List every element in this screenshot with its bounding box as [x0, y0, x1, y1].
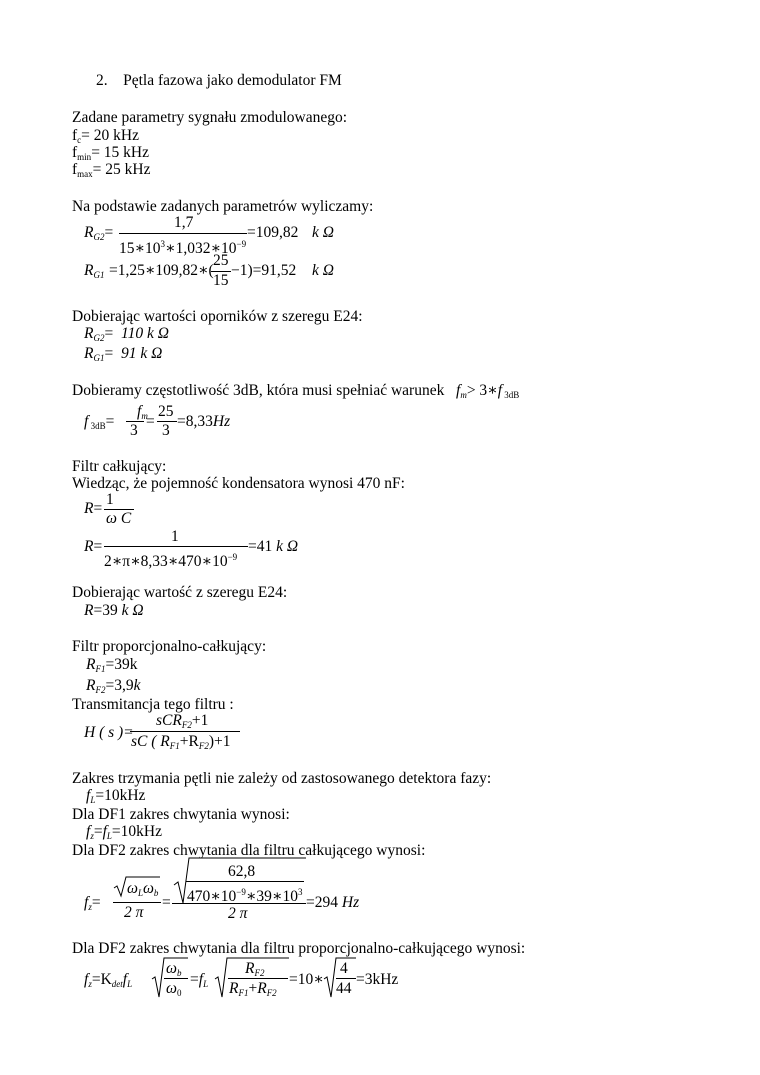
param-fc: fc= 20 kHz	[72, 127, 139, 145]
r-frac-num: 1	[106, 491, 114, 508]
r-final: R=39 k Ω	[84, 602, 144, 619]
r2-fraction-bar	[104, 546, 248, 547]
h-num: sCR$_{F2}$+1	[156, 712, 209, 730]
lock-df1: Dla DF1 zakres chwytania wynosi:	[72, 806, 290, 823]
param-fmin: fmin= 15 kHz	[72, 144, 150, 162]
df2b-4: 4	[340, 960, 348, 977]
df2-sqrt-small-content: $\omega_L\omega_b$	[127, 880, 159, 898]
df2b-result: =3kHz	[356, 971, 399, 988]
r-frac-den: ω C	[106, 510, 132, 527]
e24-intro: Dobierając wartości oporników z szeregu E24:	[72, 308, 363, 325]
df2-fz: $f_z=$	[84, 894, 101, 912]
h-fraction-bar	[130, 731, 240, 732]
integr-pick: Dobierając wartość z szeregu E24:	[72, 584, 288, 601]
integr-intro: Wiedząc, że pojemność kondensatora wynosi 470 nF:	[72, 475, 405, 492]
df2b-omega-0: ω0	[166, 980, 182, 998]
df2b-bar-2	[228, 978, 288, 979]
r2-label: R=	[84, 538, 103, 555]
r2-result: =41 k Ω	[248, 538, 299, 555]
df2-two-pi-2: 2 π	[228, 905, 248, 922]
f3db-frac2-num: 25	[158, 403, 174, 420]
rg2-denominator: $15∗10^3∗1,032∗10^{-9}$	[119, 239, 247, 257]
prop-trans: Transmitancja tego filtru :	[72, 696, 234, 713]
df2-result: =294 Hz	[306, 894, 360, 911]
r2-frac-num: 1	[171, 528, 179, 545]
section-heading: 2. Pętla fazowa jako demodulator FM	[96, 72, 342, 89]
df2b-bar-3	[336, 978, 356, 979]
df2-eq: =	[162, 894, 171, 911]
rg1-frac-num: 25	[213, 252, 229, 269]
e24-rg1: $R_{G1}= 91$ k Ω	[84, 345, 163, 363]
rg2-label: $R_{G2}=$	[84, 224, 114, 242]
e24-rg2: $R_{G2}= 110$ k Ω	[84, 325, 169, 343]
f3db-frac2-den: 3	[162, 422, 170, 439]
rg2-fraction-bar	[119, 233, 247, 234]
df2b-bar-1	[164, 978, 188, 979]
rg2-unit: k Ω	[312, 224, 334, 241]
rf2: $R_{F2}=3,9k$	[86, 677, 141, 695]
rg1-result: −1)=91,52	[231, 262, 297, 279]
df2b-lhs: $f_z=K_{det}f_L$	[84, 971, 133, 989]
lock-df1-eq: $f_z=f_L=10kHz$	[86, 823, 162, 841]
f3db-eq: =	[146, 413, 155, 430]
f3db-frac1-num: $f_m$	[137, 403, 148, 421]
f3db-label: f 3dB=	[84, 413, 115, 431]
h-den: sC ( $R_{F1}+R_{F2})+1$	[131, 733, 231, 751]
r2-frac-den: $2∗\pi∗8,33∗470∗10^{-9}$	[104, 552, 238, 570]
rg1-unit: k Ω	[312, 262, 334, 279]
df2b-rf2: $R_{F2}$	[245, 960, 265, 978]
f3db-result: =8,33Hz	[177, 413, 231, 430]
df2-frac-bar-2	[172, 903, 306, 904]
df2b-rf1-rf2: $R_{F1}+R_{F2}$	[229, 980, 277, 998]
calc-intro: Na podstawie zadanych parametrów wyliczamy:	[72, 198, 374, 215]
rg2-result: =109,82	[247, 224, 299, 241]
lock-df2: Dla DF2 zakres chwytania dla filtru całkującego wynosi:	[72, 842, 426, 859]
rg1-expr: =1,25∗109,82∗(	[109, 262, 214, 279]
params-intro: Zadane parametry sygnału zmodulowanego:	[72, 109, 348, 126]
rg1-frac-den: 15	[213, 272, 229, 289]
rg2-numerator: 1,7	[174, 214, 194, 231]
df2b-omega-b: $\omega_b$	[166, 960, 182, 978]
lock-df2b: Dla DF2 zakres chwytania dla filtru proporcjonalno-całkującego wynosi:	[72, 940, 526, 957]
df2b-44: 44	[336, 980, 352, 997]
f3db-intro: Dobieramy częstotliwość 3dB, która musi spełniać warunek	[72, 382, 445, 399]
r-label: R=	[84, 500, 103, 517]
f3db-condition: $f_m>$ 3∗f 3dB	[456, 382, 520, 400]
rg1-label: $R_{G1}$	[84, 262, 105, 280]
df2b-mid: =10∗	[289, 971, 324, 988]
df2-inner-bar	[186, 881, 304, 882]
df2b-eq-fl: $=f_L$	[190, 971, 209, 989]
lock-intro: Zakres trzymania pętli nie zależy od zastosowanego detektora fazy:	[72, 770, 492, 787]
h-label: H ( s )=	[84, 724, 134, 741]
integr-title: Filtr całkujący:	[72, 458, 167, 475]
df2-inner-num: 62,8	[228, 863, 256, 880]
prop-title: Filtr proporcjonalno-całkujący:	[72, 638, 267, 655]
df2-inner-den: $470∗10^{-9}∗39∗10^3$	[187, 887, 303, 905]
rf1: $R_{F1}=39k$	[86, 656, 138, 674]
df2-frac-bar-1	[113, 902, 161, 903]
lock-fl: $f_L=10kHz$	[86, 787, 146, 805]
param-fmax: fmax= 25 kHz	[72, 161, 151, 179]
df2-two-pi-1: 2 π	[124, 904, 144, 921]
f3db-frac1-den: 3	[130, 422, 138, 439]
